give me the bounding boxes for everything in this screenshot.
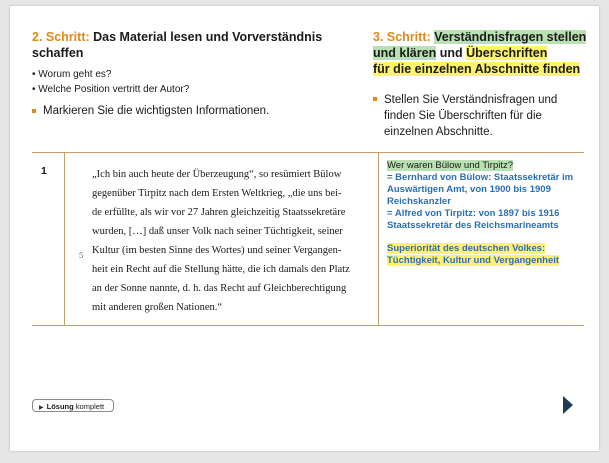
exercise-page [10,6,599,451]
solution-label-rest: komplett [73,402,105,411]
text-line: „Ich bin auch heute der Überzeugung“, so resümiert Bülow [92,169,342,180]
text-line: mit anderen großen Nationen.“ [92,302,223,313]
line-number: 5 [79,250,84,260]
note-heading: Superiorität des deutschen Volkes: Tüchtigkeit, Kultur und Vergangenheit [387,243,560,266]
step-3-section [373,29,588,140]
bullet-square-icon [32,109,36,113]
step-2-section [32,29,372,119]
solution-label-bold: Lösung [46,402,74,411]
step-3-heading-part3: und [436,46,467,60]
step-2-number: 2. Schritt: [32,30,90,44]
text-line: gegenüber Tirpitz nach dem Ersten Weltkrieg, „die uns bei- [92,188,342,199]
step-2-questions [32,67,372,97]
note-answer-buelow: = Bernhard von Bülow: Staatssekretär im Auswärtigen Amt, von 1900 bis 1909 Reichskanzler [387,172,574,207]
play-icon: ▶ [39,405,44,411]
table-rule-right [378,152,379,325]
bullet-square-icon [373,97,377,101]
note-question: Wer waren Bülow und Tirpitz? [387,160,514,171]
step-2-task [32,104,372,119]
step-3-heading-part1: Verständnisfragen stellen [434,30,587,44]
step-2-task-text: Markieren Sie die wichtigsten Informationen. [43,105,270,117]
table-rule-left [64,152,65,325]
step-2-title [32,29,372,61]
step-2-heading: Das Material lesen und Vorverständnis schaffen [32,30,323,60]
source-text [92,165,372,317]
chevron-right-icon[interactable] [563,396,573,414]
step-3-heading-part2: und klären [373,46,437,60]
step-3-title [373,29,588,77]
step-3-heading-part4: Überschriften [466,46,548,60]
step-3-number: 3. Schritt: [373,30,431,44]
solution-complete-button[interactable] [32,399,114,412]
table-rule-bottom [32,325,584,326]
text-line: an der Sonne nannte, d. h. das Recht auf Gleichberechtigung [92,283,347,294]
text-line: de erfüllte, als wir vor 27 Jahren gleichzeitig Staatssekretäre [92,207,346,218]
question-item: • Welche Position vertritt der Autor? [32,84,190,95]
note-answer-tirpitz: = Alfred von Tirpitz: von 1897 bis 1916 Staatssekretär des Reichsmarineamts [387,208,560,231]
text-line: Kultur (im besten Sinne des Wortes) und seiner Vergangen- [92,245,342,256]
row-number: 1 [41,165,47,177]
step-3-heading-part5: für die einzelnen Abschnitte finden [373,62,581,76]
step-3-task [373,92,588,140]
question-item: • Worum geht es? [32,69,112,80]
text-line: wurden, […] daß unser Volk nach seiner Tüchtigkeit, seiner [92,226,343,237]
margin-notes [387,160,587,267]
table-rule-top [32,152,584,153]
text-line: heit ein Recht auf die Stellung hätte, die ich damals den Platz [92,264,350,275]
step-3-task-text: Stellen Sie Verständnisfragen und finden Sie Überschriften für die einzelnen Abschnitte. [384,94,558,138]
